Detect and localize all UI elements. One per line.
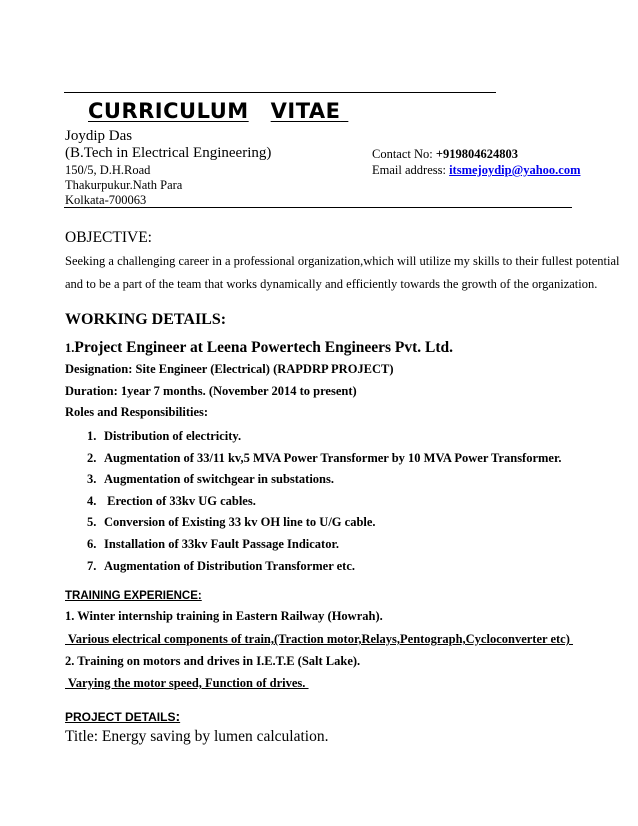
list-item: 7. Augmentation of Distribution Transformer etc. [87, 558, 356, 573]
project-title: Title: Energy saving by lumen calculation. [65, 728, 329, 745]
training-item-1-detail: Various electrical components of train,(Traction motor,Relays,Pentograph,Cycloconverter etc) [65, 632, 573, 646]
address-line-2: Thakurpukur.Nath Para [65, 178, 183, 192]
training-item-2: 2. Training on motors and drives in I.E.T.E (Salt Lake). [65, 654, 361, 668]
candidate-degree: (B.Tech in Electrical Engineering) [65, 145, 272, 161]
contact-label: Contact No: [372, 147, 436, 161]
objective-line-1: Seeking a challenging career in a professional organization,which will utilize my skills to their fullest potential [65, 254, 620, 268]
top-rule [64, 92, 496, 93]
email-label: Email address: [372, 163, 450, 177]
project-heading-colon: : [175, 708, 181, 724]
list-item: 1. Distribution of electricity. [87, 429, 242, 443]
contact-value: +919804624803 [435, 147, 519, 161]
project-heading-text: PROJECT DETAILS [65, 710, 176, 724]
address-line-1: 150/5, D.H.Road [65, 163, 151, 177]
page-title [88, 99, 348, 123]
training-heading: TRAINING EXPERIENCE: [65, 590, 202, 602]
list-item: 5. Conversion of Existing 33 kv OH line to U/G cable. [87, 515, 376, 530]
training-item-2-detail: Varying the motor speed, Function of drives. [65, 676, 309, 690]
email-address [372, 163, 581, 178]
list-item: 4. Erection of 33kv UG cables. [87, 493, 256, 508]
project-title-text: Project Engineer at Leena Powertech Engineers Pvt. Ltd. [74, 339, 454, 356]
project-number: 1. [65, 341, 75, 355]
objective-heading: OBJECTIVE: [65, 229, 152, 246]
candidate-name: Joydip Das [65, 128, 133, 144]
project-details-heading [65, 708, 180, 724]
duration: Duration: 1year 7 months. (November 2014 to present) [65, 384, 357, 398]
list-item: 3. Augmentation of switchgear in substations. [87, 472, 334, 487]
list-item: 2. Augmentation of 33/11 kv,5 MVA Power Transformer by 10 MVA Power Transformer. [87, 450, 562, 465]
email-link[interactable]: itsmejoydip@yahoo.com [449, 163, 581, 177]
title-word-1: CURRICULUM [88, 99, 249, 123]
roles-list [87, 426, 562, 577]
project-engineer-title [65, 339, 453, 357]
contact-number [372, 147, 518, 162]
designation: Designation: Site Engineer (Electrical) (RAPDRP PROJECT) [65, 362, 394, 376]
address-line-3: Kolkata-700063 [65, 193, 147, 207]
header-divider [64, 207, 572, 208]
roles-heading: Roles and Responsibilities: [65, 405, 209, 419]
title-word-2: VITAE [270, 99, 341, 123]
list-item: 6. Installation of 33kv Fault Passage Indicator. [87, 536, 339, 551]
objective-line-2: and to be a part of the team that works dynamically and efficiently towards the growth of the organization. [65, 277, 598, 291]
training-item-1: 1. Winter internship training in Eastern Railway (Howrah). [65, 609, 383, 623]
working-details-heading: WORKING DETAILS: [65, 311, 227, 328]
